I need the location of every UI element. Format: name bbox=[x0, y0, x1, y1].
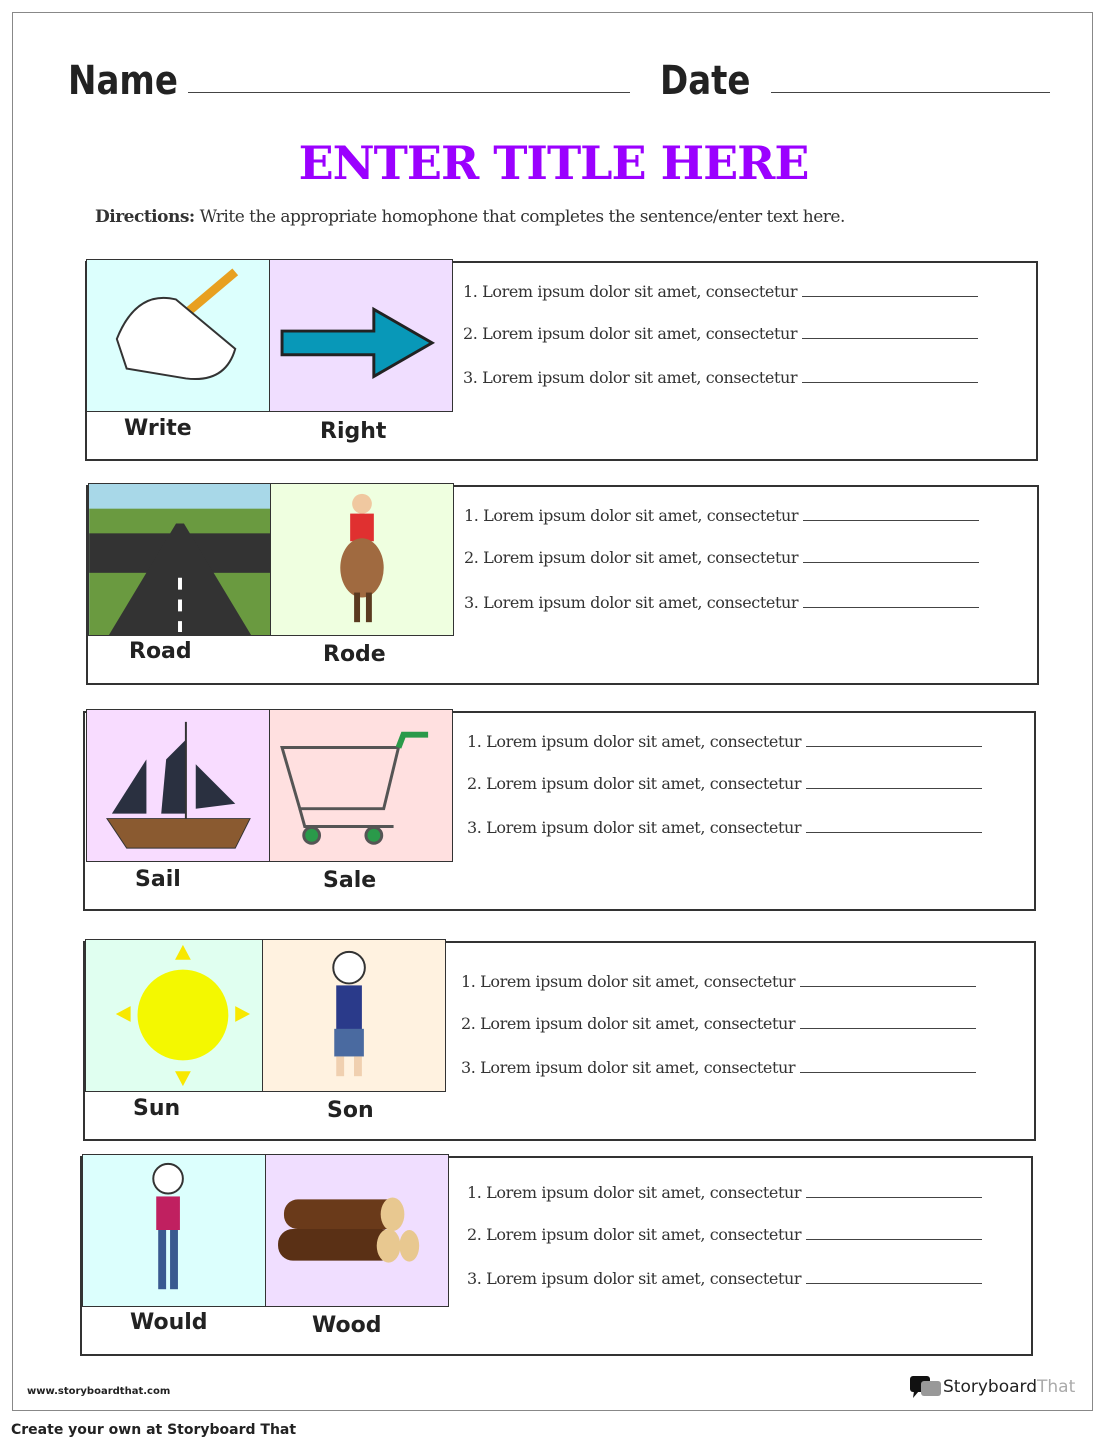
question-text: 1. Lorem ipsum dolor sit amet, consectetur bbox=[463, 282, 798, 301]
question-text: 3. Lorem ipsum dolor sit amet, consectetur bbox=[461, 1058, 796, 1077]
question-line[interactable] bbox=[467, 774, 982, 793]
image-wood bbox=[265, 1154, 449, 1307]
logo-text-that: That bbox=[1037, 1377, 1076, 1397]
answer-blank[interactable] bbox=[806, 1283, 982, 1284]
answer-blank[interactable] bbox=[803, 520, 979, 521]
question-line[interactable] bbox=[467, 1269, 982, 1288]
question-line[interactable] bbox=[464, 548, 979, 567]
question-text: 2. Lorem ipsum dolor sit amet, consectetur bbox=[461, 1014, 796, 1033]
directions-text: Write the appropriate homophone that completes the sentence/enter text here. bbox=[194, 207, 845, 227]
word-label: Sun bbox=[133, 1096, 181, 1121]
answer-blank[interactable] bbox=[806, 1239, 982, 1240]
word-label: Sail bbox=[135, 867, 181, 892]
worksheet-title[interactable]: ENTER TITLE HERE bbox=[298, 136, 809, 190]
word-label: Son bbox=[327, 1098, 374, 1123]
image-write bbox=[86, 259, 270, 412]
question-line[interactable] bbox=[464, 506, 979, 525]
name-field[interactable] bbox=[188, 92, 630, 93]
speech-bubbles-icon bbox=[909, 1375, 943, 1399]
word-label: Rode bbox=[323, 642, 386, 667]
question-line[interactable] bbox=[463, 324, 978, 343]
word-label: Wood bbox=[312, 1313, 382, 1338]
image-sale bbox=[269, 709, 453, 862]
date-field[interactable] bbox=[771, 92, 1050, 93]
word-label: Would bbox=[130, 1310, 208, 1335]
answer-blank[interactable] bbox=[802, 338, 978, 339]
answer-blank[interactable] bbox=[800, 986, 976, 987]
question-line[interactable] bbox=[463, 368, 978, 387]
question-line[interactable] bbox=[461, 972, 976, 991]
question-text: 2. Lorem ipsum dolor sit amet, consectetur bbox=[463, 324, 798, 343]
answer-blank[interactable] bbox=[806, 832, 982, 833]
answer-blank[interactable] bbox=[806, 746, 982, 747]
question-line[interactable] bbox=[461, 1058, 976, 1077]
word-label: Road bbox=[129, 639, 192, 664]
footer-url[interactable]: www.storyboardthat.com bbox=[27, 1386, 171, 1397]
answer-blank[interactable] bbox=[800, 1028, 976, 1029]
image-would bbox=[82, 1154, 266, 1307]
name-label: Name bbox=[68, 58, 178, 104]
question-line[interactable] bbox=[467, 1183, 982, 1202]
question-line[interactable] bbox=[463, 282, 978, 301]
question-text: 1. Lorem ipsum dolor sit amet, consectetur bbox=[467, 732, 802, 751]
question-line[interactable] bbox=[464, 593, 979, 612]
answer-blank[interactable] bbox=[806, 788, 982, 789]
word-label: Write bbox=[124, 416, 192, 441]
question-line[interactable] bbox=[467, 1225, 982, 1244]
image-right bbox=[269, 259, 453, 412]
image-son bbox=[262, 939, 446, 1092]
question-text: 1. Lorem ipsum dolor sit amet, consectetur bbox=[464, 506, 799, 525]
question-text: 3. Lorem ipsum dolor sit amet, consectetur bbox=[467, 818, 802, 837]
question-text: 1. Lorem ipsum dolor sit amet, consectetur bbox=[461, 972, 796, 991]
question-line[interactable] bbox=[467, 732, 982, 751]
answer-blank[interactable] bbox=[800, 1072, 976, 1073]
image-road bbox=[88, 483, 272, 636]
answer-blank[interactable] bbox=[806, 1197, 982, 1198]
logo-text-storyboard: Storyboard bbox=[943, 1377, 1037, 1397]
create-your-own-link[interactable]: Create your own at Storyboard That bbox=[11, 1422, 297, 1438]
directions-label: Directions: bbox=[95, 207, 195, 227]
question-text: 3. Lorem ipsum dolor sit amet, consectetur bbox=[463, 368, 798, 387]
question-line[interactable] bbox=[461, 1014, 976, 1033]
question-text: 2. Lorem ipsum dolor sit amet, consectetur bbox=[467, 774, 802, 793]
image-sail bbox=[86, 709, 270, 862]
question-text: 2. Lorem ipsum dolor sit amet, consectetur bbox=[464, 548, 799, 567]
answer-blank[interactable] bbox=[803, 607, 979, 608]
question-line[interactable] bbox=[467, 818, 982, 837]
storyboardthat-logo[interactable] bbox=[909, 1375, 1075, 1399]
question-text: 2. Lorem ipsum dolor sit amet, consectetur bbox=[467, 1225, 802, 1244]
date-label: Date bbox=[660, 58, 751, 104]
word-label: Right bbox=[320, 419, 387, 444]
answer-blank[interactable] bbox=[803, 562, 979, 563]
image-sun bbox=[85, 939, 269, 1092]
question-text: 1. Lorem ipsum dolor sit amet, consectetur bbox=[467, 1183, 802, 1202]
directions bbox=[95, 207, 845, 227]
question-text: 3. Lorem ipsum dolor sit amet, consectetur bbox=[467, 1269, 802, 1288]
image-rode bbox=[270, 483, 454, 636]
answer-blank[interactable] bbox=[802, 296, 978, 297]
question-text: 3. Lorem ipsum dolor sit amet, consectetur bbox=[464, 593, 799, 612]
word-label: Sale bbox=[323, 868, 377, 893]
answer-blank[interactable] bbox=[802, 382, 978, 383]
